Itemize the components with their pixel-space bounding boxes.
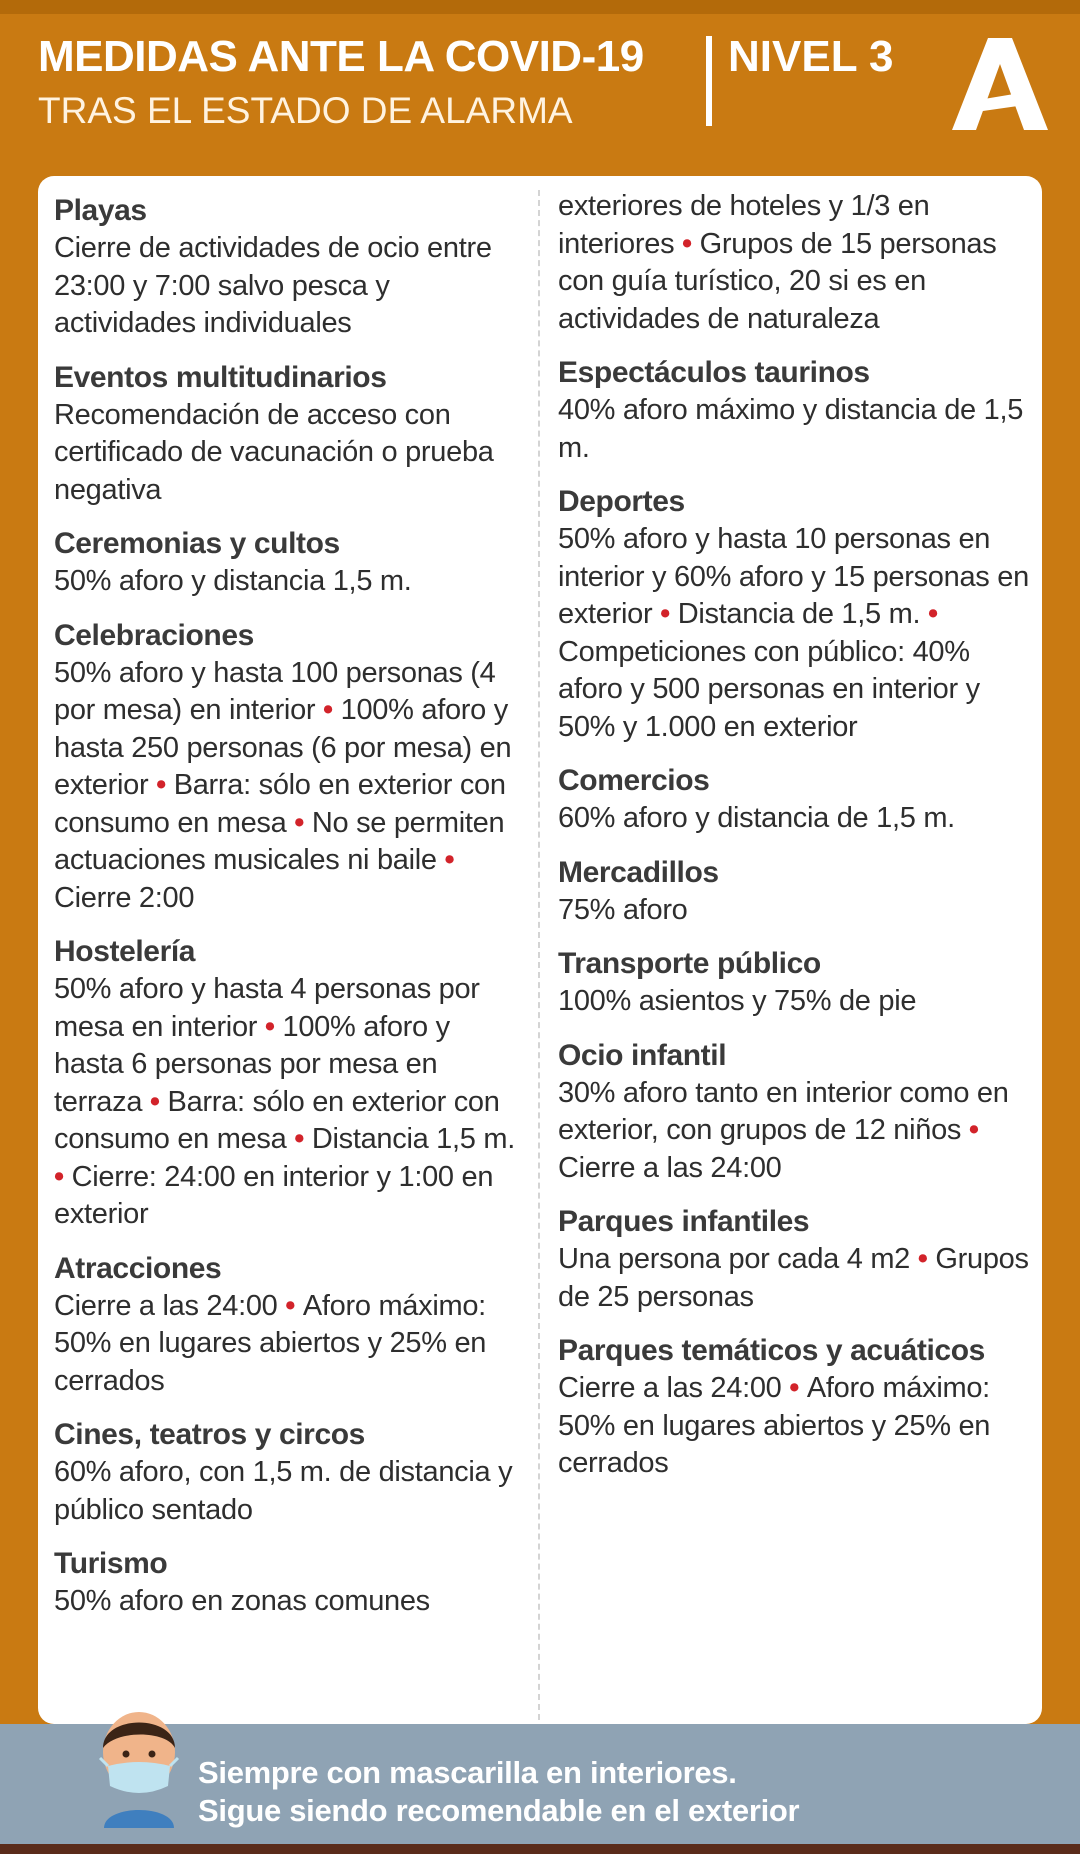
section-body bbox=[54, 655, 522, 918]
measure-section bbox=[54, 192, 522, 343]
bullet-separator: • bbox=[652, 598, 678, 630]
section-heading: Hostelería bbox=[54, 935, 196, 968]
bullet-separator: • bbox=[436, 844, 455, 876]
section-body bbox=[54, 971, 522, 1234]
section-heading: Transporte público bbox=[558, 947, 821, 980]
bullet-separator: • bbox=[257, 1010, 283, 1043]
section-body bbox=[54, 563, 522, 601]
left-column bbox=[54, 192, 522, 1637]
section-item: Cierre a las 24:00 bbox=[54, 1289, 278, 1322]
section-body bbox=[558, 521, 1038, 746]
section-body bbox=[558, 983, 1038, 1021]
section-heading: Deportes bbox=[558, 485, 685, 518]
section-body bbox=[558, 1075, 1038, 1188]
bullet-separator: • bbox=[286, 1123, 312, 1155]
bullet-separator: • bbox=[920, 598, 938, 630]
measure-section bbox=[558, 483, 1038, 746]
section-item: 100% asientos y 75% de pie bbox=[558, 985, 917, 1017]
section-item: 100% aforo y hasta 250 personas (6 por mesa) en exterior bbox=[54, 694, 512, 801]
bullet-separator: • bbox=[148, 769, 174, 801]
header bbox=[38, 28, 1038, 148]
section-heading: Eventos multitudinarios bbox=[54, 360, 387, 394]
measure-section bbox=[54, 359, 522, 510]
bullet-separator: • bbox=[910, 1243, 936, 1275]
section-item: Cierre: 24:00 en interior y 1:00 en exterior bbox=[54, 1160, 494, 1230]
section-body bbox=[54, 1288, 522, 1401]
section-item: 75% aforo bbox=[558, 893, 688, 926]
section-item: Cierre a las 24:00 bbox=[558, 1151, 782, 1184]
section-item: Distancia 1,5 m. bbox=[311, 1123, 515, 1155]
section-heading: Atracciones bbox=[54, 1251, 222, 1285]
bullet-separator: • bbox=[286, 806, 312, 839]
section-item: Cierre a las 24:00 bbox=[558, 1372, 782, 1404]
section-heading: Parques infantiles bbox=[558, 1205, 810, 1238]
section-item: 50% aforo en zonas comunes bbox=[54, 1585, 430, 1617]
section-heading: Cines, teatros y circos bbox=[54, 1418, 365, 1451]
measure-section bbox=[558, 945, 1038, 1021]
page-subtitle: TRAS EL ESTADO DE ALARMA bbox=[38, 90, 573, 131]
section-item: No se permiten actuaciones musicales ni baile bbox=[54, 806, 505, 876]
bullet-separator: • bbox=[674, 227, 700, 260]
level-label: NIVEL 3 bbox=[728, 32, 894, 81]
measure-section bbox=[558, 854, 1038, 930]
section-body bbox=[54, 1454, 522, 1529]
section-item: 50% aforo y hasta 10 personas en interior y 60% aforo y 15 personas en exterior bbox=[558, 523, 1029, 630]
page-title: MEDIDAS ANTE LA COVID-19 bbox=[38, 32, 644, 81]
section-item: 40% aforo máximo y distancia de 1,5 m. bbox=[558, 394, 1024, 464]
section-item: 100% aforo y hasta 6 personas por mesa en terraza bbox=[54, 1010, 450, 1118]
section-body bbox=[558, 800, 1038, 838]
measure-section bbox=[54, 1545, 522, 1621]
masked-person-icon bbox=[96, 1708, 182, 1828]
section-item: 50% aforo y hasta 4 personas por mesa en interior bbox=[54, 973, 480, 1043]
section-heading: Mercadillos bbox=[558, 855, 719, 889]
measure-section bbox=[54, 933, 522, 1234]
section-heading: Ocio infantil bbox=[558, 1038, 727, 1072]
measure-section bbox=[54, 525, 522, 601]
section-item: Cierre de actividades de ocio entre 23:00 y 7:00 salvo pesca y actividades individuales bbox=[54, 232, 492, 339]
section-item: Barra: sólo en exterior con consumo en mesa bbox=[54, 1085, 500, 1155]
top-strip bbox=[0, 0, 1080, 14]
bullet-separator: • bbox=[781, 1372, 807, 1404]
footer-bottom-strip bbox=[0, 1844, 1080, 1854]
footer-text bbox=[198, 1754, 799, 1830]
bullet-separator: • bbox=[54, 1160, 72, 1193]
section-item: 50% aforo y distancia 1,5 m. bbox=[54, 565, 412, 597]
section-heading: Turismo bbox=[54, 1547, 168, 1580]
junta-andalucia-logo-icon bbox=[952, 38, 1048, 130]
section-body bbox=[558, 188, 1038, 338]
section-item: Grupos de 15 personas con guía turístico, 20 si es en actividades de naturaleza bbox=[558, 227, 997, 335]
measure-section bbox=[558, 1037, 1038, 1188]
section-item: Una persona por cada 4 m2 bbox=[558, 1243, 910, 1275]
bullet-separator: • bbox=[277, 1289, 303, 1322]
measure-section bbox=[54, 1416, 522, 1529]
measure-section bbox=[558, 1203, 1038, 1316]
section-item: exteriores de hoteles y 1/3 en interiores bbox=[558, 190, 930, 260]
section-heading: Parques temáticos y acuáticos bbox=[558, 1334, 985, 1367]
section-item: Recomendación de acceso con certificado de vacunación o prueba negativa bbox=[54, 398, 494, 506]
section-item: 60% aforo, con 1,5 m. de distancia y público sentado bbox=[54, 1456, 513, 1526]
measure-section bbox=[558, 1332, 1038, 1483]
section-body bbox=[558, 892, 1038, 930]
section-item: 50% aforo y hasta 100 personas (4 por mesa) en interior bbox=[54, 656, 496, 726]
section-item: Grupos de 25 personas bbox=[558, 1243, 1029, 1313]
section-heading: Playas bbox=[54, 194, 147, 227]
section-body bbox=[54, 230, 522, 343]
section-item: Competiciones con público: 40% aforo y 500 personas en interior y 50% y 1.000 en exterior bbox=[558, 635, 980, 743]
measures-card bbox=[38, 176, 1042, 1724]
bullet-separator: • bbox=[961, 1114, 979, 1146]
section-item: Cierre 2:00 bbox=[54, 881, 195, 914]
section-body bbox=[558, 1241, 1038, 1316]
section-heading: Espectáculos taurinos bbox=[558, 356, 870, 389]
section-item: 60% aforo y distancia de 1,5 m. bbox=[558, 802, 955, 834]
section-body bbox=[558, 392, 1038, 467]
header-divider bbox=[706, 36, 712, 126]
measure-section bbox=[558, 354, 1038, 467]
section-item: Barra: sólo en exterior con consumo en mesa bbox=[54, 769, 506, 839]
section-body bbox=[54, 397, 522, 510]
section-heading: Comercios bbox=[558, 764, 710, 797]
bullet-separator: • bbox=[315, 694, 341, 726]
measure-section bbox=[54, 1250, 522, 1401]
footer-line-2: Sigue siendo recomendable en el exterior bbox=[198, 1793, 800, 1828]
section-item: Distancia de 1,5 m. bbox=[677, 598, 921, 630]
bullet-separator: • bbox=[142, 1085, 168, 1118]
section-heading: Celebraciones bbox=[54, 618, 254, 652]
footer-line-1: Siempre con mascarilla en interiores. bbox=[198, 1755, 737, 1790]
measure-section bbox=[54, 617, 522, 918]
right-column bbox=[558, 188, 1038, 1499]
section-body bbox=[558, 1370, 1038, 1483]
section-item: Aforo máximo: 50% en lugares abiertos y 25% en cerrados bbox=[54, 1289, 487, 1397]
section-heading: Ceremonias y cultos bbox=[54, 527, 340, 560]
measure-section bbox=[558, 762, 1038, 838]
section-item: 30% aforo tanto en interior como en exterior, con grupos de 12 niños bbox=[558, 1076, 1009, 1146]
measure-section bbox=[558, 188, 1038, 338]
column-separator bbox=[538, 190, 540, 1720]
section-body bbox=[54, 1583, 522, 1621]
section-item: Aforo máximo: 50% en lugares abiertos y 25% en cerrados bbox=[558, 1372, 991, 1479]
